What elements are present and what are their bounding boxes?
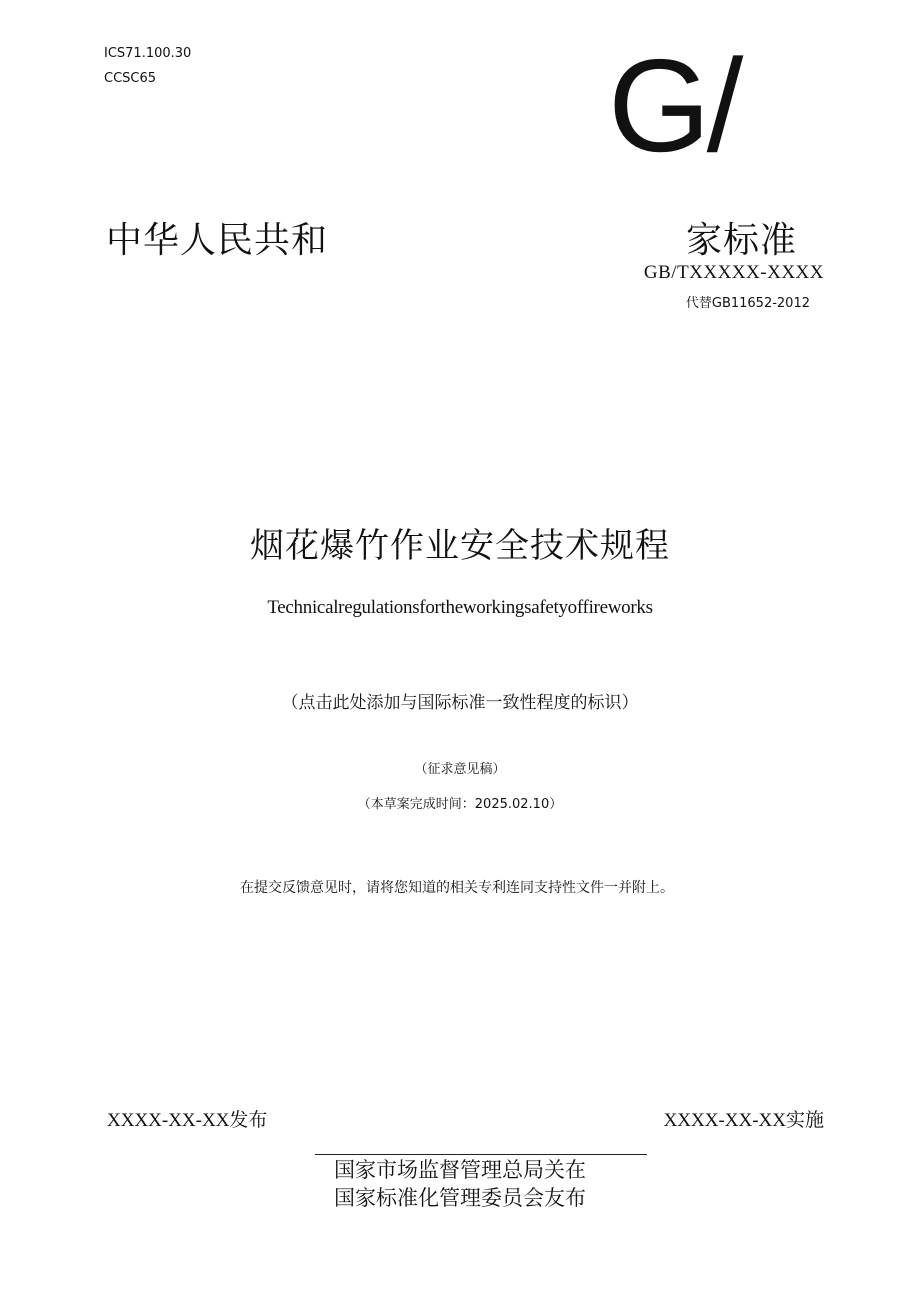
document-title-en: Technicalregulationsfortheworkingsafetyoffireworks	[267, 597, 653, 618]
patent-notice: 在提交反馈意见时，请将您知道的相关专利连同支持性文件一并附上。	[240, 880, 674, 896]
publish-date: XXXX-XX-XX发布	[107, 1110, 268, 1131]
ics-code: ICS71.100.30	[104, 46, 192, 61]
implement-date: XXXX-XX-XX实施	[663, 1110, 824, 1131]
standard-number: GB/TXXXXX-XXXX	[643, 262, 824, 283]
draft-status: （征求意见稿）	[414, 762, 506, 777]
consistency-placeholder: （点击此处添加与国际标准一致性程度的标识）	[281, 693, 639, 713]
document-title-cn: 烟花爆竹作业安全技术规程	[250, 526, 670, 566]
issuer-line-1: 国家市场监督管理总局关在	[334, 1158, 586, 1182]
replaces-standard: 代替GB11652-2012	[685, 296, 810, 311]
gb-logo: G/	[608, 32, 740, 179]
draft-completion-date: （本草案完成时间：2025.02.10）	[357, 797, 563, 812]
issuer-line-2: 国家标准化管理委员会友布	[334, 1186, 586, 1210]
national-standard-title-right: 家标准	[686, 220, 798, 261]
ccs-code: CCSC65	[104, 71, 157, 86]
national-standard-title-left: 中华人民共和	[106, 220, 329, 261]
